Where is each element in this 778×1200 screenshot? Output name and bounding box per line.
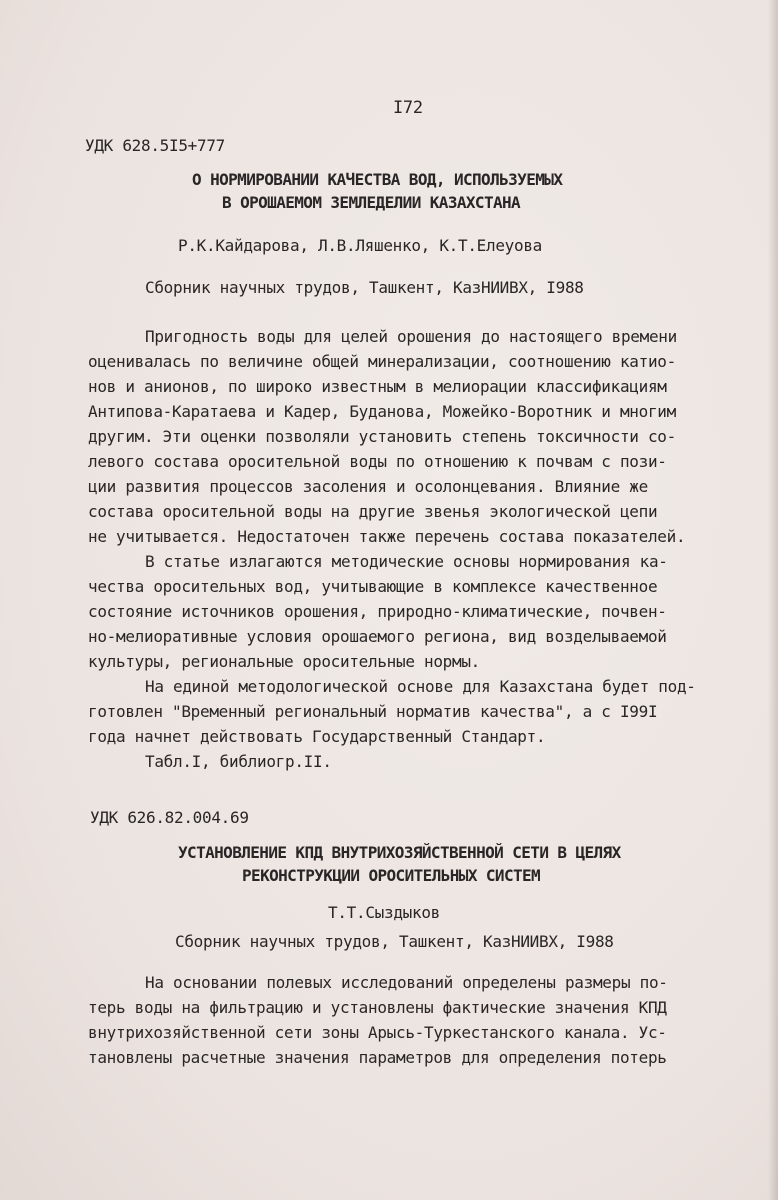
article1-source: Сборник научных трудов, Ташкент, КазНИИВХ, I988 bbox=[145, 278, 584, 297]
article1-body-line: Пригодность воды для целей орошения до настоящего времени bbox=[145, 327, 677, 346]
article1-title-line-2: В ОРОШАЕМОМ ЗЕМЛЕДЕЛИИ КАЗАХСТАНА bbox=[222, 193, 521, 212]
article1-udc: УДК 628.5I5+777 bbox=[85, 136, 225, 155]
article2-udc: УДК 626.82.004.69 bbox=[90, 808, 249, 827]
article2-body-line: тановлены расчетные значения параметров для определения потерь bbox=[88, 1048, 667, 1067]
article1-body-line: левого состава оросительной воды по отношению к почвам с пози- bbox=[88, 452, 667, 471]
article1-body-line: На единой методологической основе для Казахстана будет под- bbox=[145, 677, 696, 696]
article2-title-line-1: УСТАНОВЛЕНИЕ КПД ВНУТРИХОЗЯЙСТВЕННОЙ СЕТИ В ЦЕЛЯХ bbox=[178, 843, 621, 862]
article1-body-line: оценивалась по величине общей минерализации, соотношению катио- bbox=[88, 352, 676, 371]
article1-body-line: ции развития процессов засоления и осолонцевания. Влияние же bbox=[88, 477, 648, 496]
article2-body-line: терь воды на фильтрацию и установлены фактические значения КПД bbox=[88, 998, 667, 1017]
article1-body-line: но-мелиоративные условия орошаемого региона, вид возделываемой bbox=[88, 627, 667, 646]
article1-body-line: нов и анионов, по широко известным в мелиорации классификациям bbox=[88, 377, 667, 396]
article1-body-line: состава оросительной воды на другие звенья экологической цепи bbox=[88, 502, 658, 521]
article1-body-line: другим. Эти оценки позволяли установить степень токсичности со- bbox=[88, 427, 676, 446]
article2-body-line: внутрихозяйственной сети зоны Арысь-Туркестанского канала. Ус- bbox=[88, 1023, 667, 1042]
page-number: I72 bbox=[393, 98, 423, 118]
article1-body-line: культуры, региональные оросительные нормы. bbox=[88, 652, 480, 671]
article1-body-line: чества оросительных вод, учитывающие в комплексе качественное bbox=[88, 577, 658, 596]
article2-authors: Т.Т.Сыздыков bbox=[328, 903, 440, 922]
article2-title-line-2: РЕКОНСТРУКЦИИ ОРОСИТЕЛЬНЫХ СИСТЕМ bbox=[242, 866, 541, 885]
article1-authors: Р.К.Кайдарова, Л.В.Ляшенко, К.Т.Елеуова bbox=[178, 236, 542, 255]
article1-body-line: года начнет действовать Государственный Стандарт. bbox=[88, 727, 546, 746]
article1-body-line: не учитывается. Недостаточен также перечень состава показателей. bbox=[88, 527, 686, 546]
article1-body-line: В статье излагаются методические основы нормирования ка- bbox=[145, 552, 668, 571]
article1-body-line: готовлен "Временный региональный норматив качества", а с I99I bbox=[88, 702, 658, 721]
article2-body-line: На основании полевых исследований определены размеры по- bbox=[145, 973, 668, 992]
article1-title-line-1: О НОРМИРОВАНИИ КАЧЕСТВА ВОД, ИСПОЛЬЗУЕМЫХ bbox=[192, 170, 563, 189]
page-fold-shadow bbox=[768, 0, 778, 1200]
article2-source: Сборник научных трудов, Ташкент, КазНИИВХ, I988 bbox=[175, 932, 614, 951]
article1-body-line: Табл.I, библиогр.II. bbox=[145, 752, 332, 771]
article1-body-line: Антипова-Каратаева и Кадер, Буданова, Можейко-Воротник и многим bbox=[88, 402, 676, 421]
article1-body-line: состояние источников орошения, природно-климатические, почвен- bbox=[88, 602, 667, 621]
